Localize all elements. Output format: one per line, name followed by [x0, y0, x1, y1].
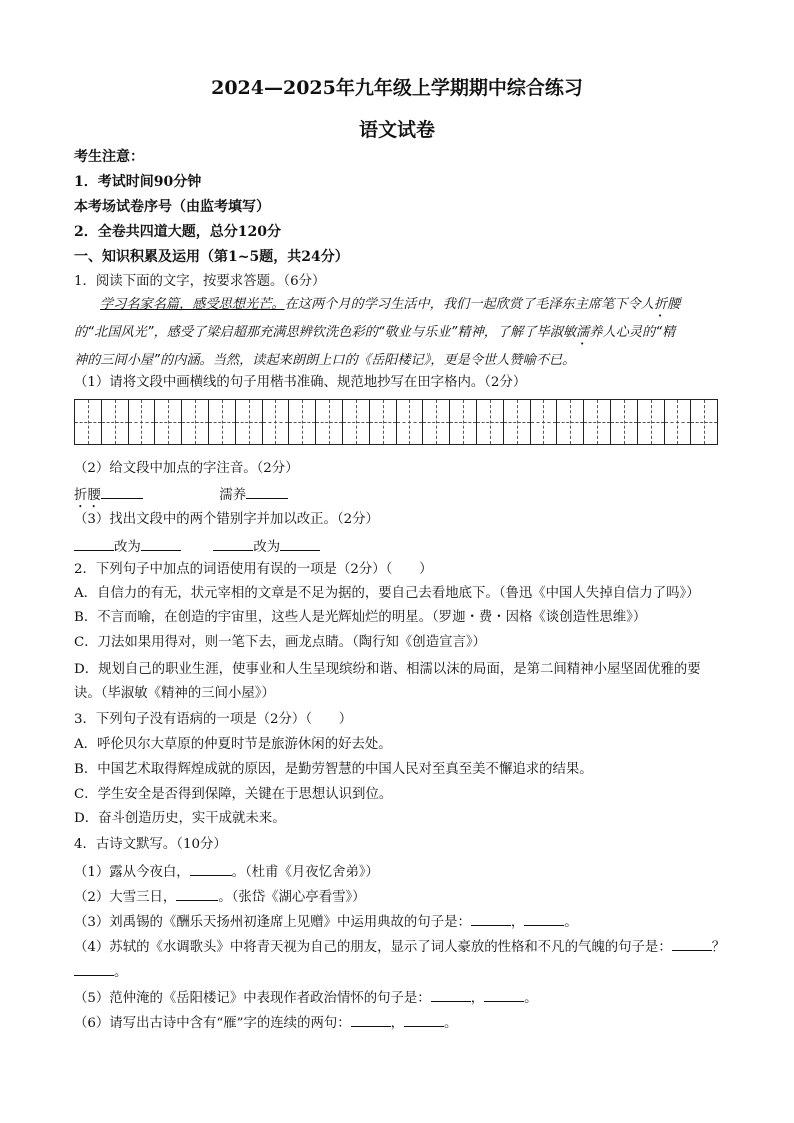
tianzige-grid[interactable] — [74, 399, 718, 445]
q2-option-a: A．自信力的有无，状元宰相的文章是不足为据的，要自己去看地底下。（鲁迅《中国人失掉自信力了吗》） — [74, 586, 700, 601]
passage-underlined-sentence: 学习名家名篇，感受思想光芒。 — [100, 297, 285, 312]
exam-title: 2024—2025年九年级上学期期中综合练习 — [211, 77, 583, 99]
answer-blank[interactable] — [280, 536, 320, 551]
q4-item-3: （3）刘禹锡的《酬乐天扬州初逢席上见赠》中运用典故的句子是： ， 。 — [74, 911, 724, 932]
q4-item-5: （5）范仲淹的《岳阳楼记》中表现作者政治情怀的句子是： ， 。 — [74, 987, 724, 1008]
answer-blank[interactable] — [524, 911, 564, 926]
q2-option-d-line1: D．规划自己的职业生涯，使事业和人生呈现缤纷和谐、相濡以沫的局面，是第二间精神小屋坚固优雅的要 — [74, 662, 701, 677]
q4-item-4-cont: 。 — [74, 961, 724, 982]
exam-subtitle: 语文试卷 — [358, 119, 435, 141]
q1-stem: 1．阅读下面的文字，按要求答题。（6分） — [74, 274, 326, 289]
q3-option-c: C．学生安全是否得到保障，关键在于思想认识到位。 — [74, 787, 393, 802]
answer-blank[interactable] — [351, 1012, 391, 1027]
answer-blank[interactable] — [213, 536, 253, 551]
q4-item-2: （2）大雪三日， 。（张岱《湖心亭看雪》） — [74, 886, 724, 907]
answer-blank[interactable] — [672, 936, 712, 951]
answer-blank[interactable] — [431, 987, 471, 1002]
answer-blank[interactable] — [74, 961, 114, 976]
answer-blank[interactable] — [101, 484, 143, 499]
answer-blank[interactable] — [190, 861, 232, 876]
answer-blank[interactable] — [74, 536, 114, 551]
q1-passage: 学习名家名篇，感受思想光芒。在这两个月的学习生活中，我们一起欣赏了毛泽东主席笔下令人折腰 的“北国风光”，感受了梁启超那充满思辨钦洗色彩的“敬业与乐业”精神，了解了毕淑敏濡养人心灵的“精 神的三间小屋”的内涵。当然，读起来朗朗上口的《岳阳楼记》，更是令世人赞喻不已。 — [74, 297, 681, 368]
notice-heading: 考生注意： — [74, 149, 144, 165]
answer-blank[interactable] — [484, 987, 524, 1002]
dotted-char-zhe: 折 — [653, 297, 668, 312]
section-1-heading: 一、知识积累及运用（第1~5题，共24分） — [74, 249, 349, 265]
q1-sub-3: （3）找出文段中的两个错别字并加以改正。（2分） — [74, 512, 379, 527]
q3-option-a: A．呼伦贝尔大草原的仲夏时节是旅游休闲的好去处。 — [74, 737, 392, 752]
q2-option-d-line2: 诀。（毕淑敏《精神的三间小屋》） — [74, 686, 275, 701]
answer-blank[interactable] — [141, 536, 181, 551]
q4-item-6: （6）请写出古诗中含有“雁”字的连续的两句： ， 。 — [74, 1012, 724, 1033]
answer-blank[interactable] — [471, 911, 511, 926]
q4-item-1: （1）露从今夜白， 。（杜甫《月夜忆舍弟》） — [74, 861, 724, 882]
q1-pinyin-row — [74, 484, 724, 511]
answer-blank[interactable] — [246, 484, 288, 499]
notice-seat: 本考场试卷序号（由监考填写） — [74, 199, 270, 215]
q1-sub-1: （1）请将文段中画横线的句子用楷书准确、规范地抄写在田字格内。（2分） — [74, 375, 527, 390]
q2-option-c: C．刀法如果用得对，则一笔下去，画龙点睛。（陶行知《创造宣言》） — [74, 635, 486, 650]
answer-blank[interactable] — [404, 1012, 444, 1027]
dotted-char-ru: 濡 — [576, 325, 590, 340]
word-ruyang: 濡养 — [219, 488, 247, 503]
q1-sub-2: （2）给文段中加点的字注音。（2分） — [74, 461, 299, 476]
q2-stem: 2．下列句子中加点的词语使用有误的一项是（2分）（ ） — [74, 562, 433, 577]
answer-blank[interactable] — [176, 886, 218, 901]
word-zheyao: 折腰 — [74, 488, 101, 503]
notice-item-1: 1．考试时间90分钟 — [74, 174, 202, 190]
q3-stem: 3．下列句子没有语病的一项是（2分）（ ） — [74, 712, 353, 727]
q4-stem: 4．古诗文默写。（10分） — [74, 837, 227, 852]
q1-correction-row: 改为 改为 — [74, 536, 724, 557]
q3-option-d: D．奋斗创造历史，实干成就未来。 — [74, 811, 286, 826]
notice-item-2: 2．全卷共四道大题，总分120分 — [74, 224, 281, 240]
q4-item-4: （4）苏轼的《水调歌头》中将青天视为自己的朋友，显示了词人豪放的性格和不凡的气魄的句子是： ？ — [74, 936, 724, 957]
q2-option-b: B．不言而喻，在创造的宇宙里，这些人是光辉灿烂的明星。（罗迦・费・因格《谈创造性思维》） — [74, 610, 647, 625]
q3-option-b: B．中国艺术取得辉煌成就的原因，是勤劳智慧的中国人民对至真至美不懈追求的结果。 — [74, 762, 593, 777]
